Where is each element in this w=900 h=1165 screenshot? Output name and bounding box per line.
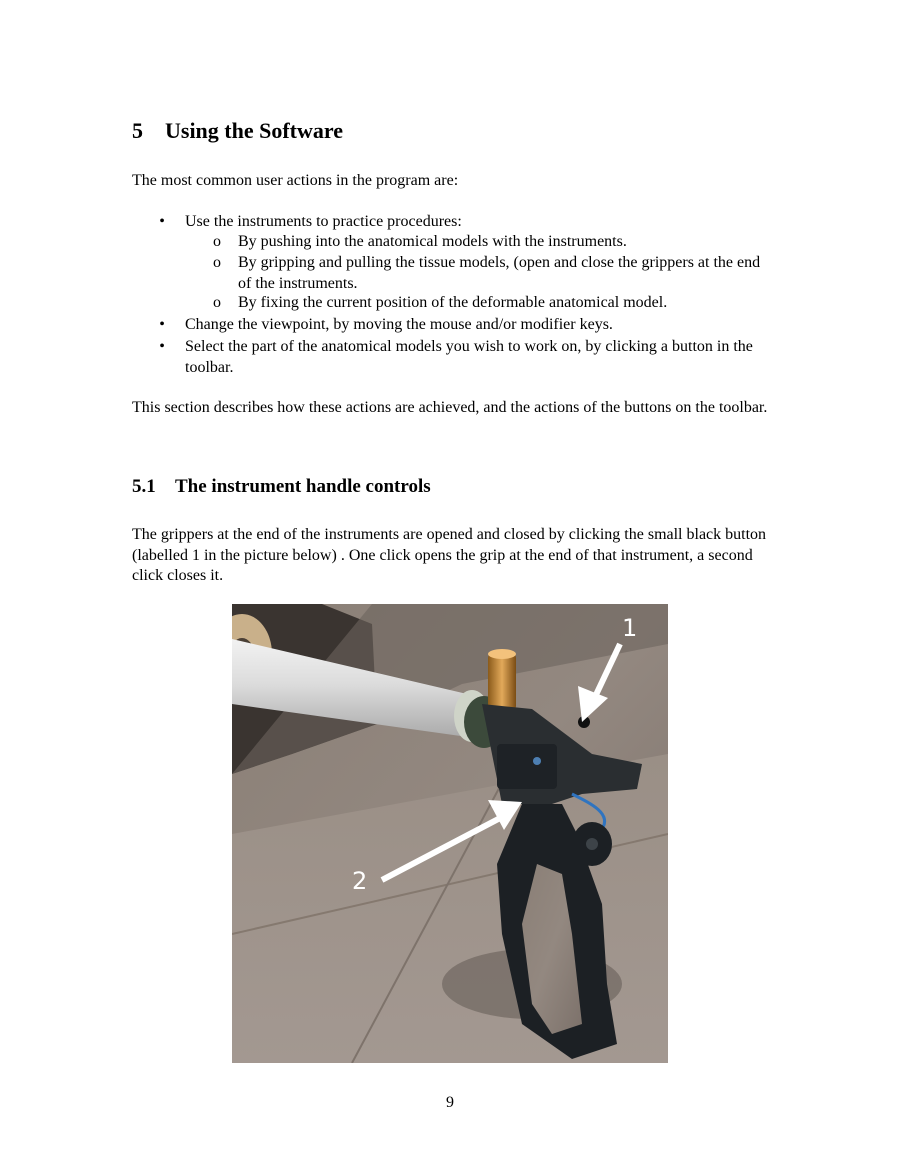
callout-label-2: 2 xyxy=(352,867,368,895)
subsection-heading xyxy=(132,476,431,498)
sub-text: By pushing into the anatomical models with the instruments. xyxy=(238,233,627,250)
subsection-paragraph: The grippers at the end of the instruments are opened and closed by clicking the small black button (labelled 1 in the picture below) . One click opens the grip at the end of that instrument, a second click closes it. xyxy=(132,526,767,584)
closing-paragraph: This section describes how these actions are achieved, and the actions of the buttons on the toolbar. xyxy=(132,399,768,416)
bullet-marker: • xyxy=(159,213,165,230)
sub-marker: o xyxy=(213,254,221,271)
bullet-marker: • xyxy=(159,316,165,333)
bullet-text: Select the part of the anatomical models you wish to work on, by clicking a button in the toolbar. xyxy=(185,338,753,376)
section-title: Using the Software xyxy=(165,118,344,143)
bullet-text: Change the viewpoint, by moving the mouse and/or modifier keys. xyxy=(185,316,613,333)
sub-marker: o xyxy=(213,233,221,250)
sub-marker: o xyxy=(213,294,221,311)
bullet-text: Use the instruments to practice procedures: xyxy=(185,213,462,230)
section-heading xyxy=(132,118,343,144)
subsection-number: 5.1 xyxy=(132,476,156,497)
callout-label-1: 1 xyxy=(622,614,638,642)
page-number: 9 xyxy=(446,1094,454,1111)
instrument-handle-photo xyxy=(232,604,668,1063)
section-number: 5 xyxy=(132,118,143,143)
sub-text: By gripping and pulling the tissue models, (open and close the grippers at the end of the instruments. xyxy=(238,254,761,292)
subsection-title: The instrument handle controls xyxy=(175,476,431,497)
intro-paragraph: The most common user actions in the program are: xyxy=(132,172,459,189)
bullet-marker: • xyxy=(159,338,165,355)
sub-text: By fixing the current position of the deformable anatomical model. xyxy=(238,294,668,311)
